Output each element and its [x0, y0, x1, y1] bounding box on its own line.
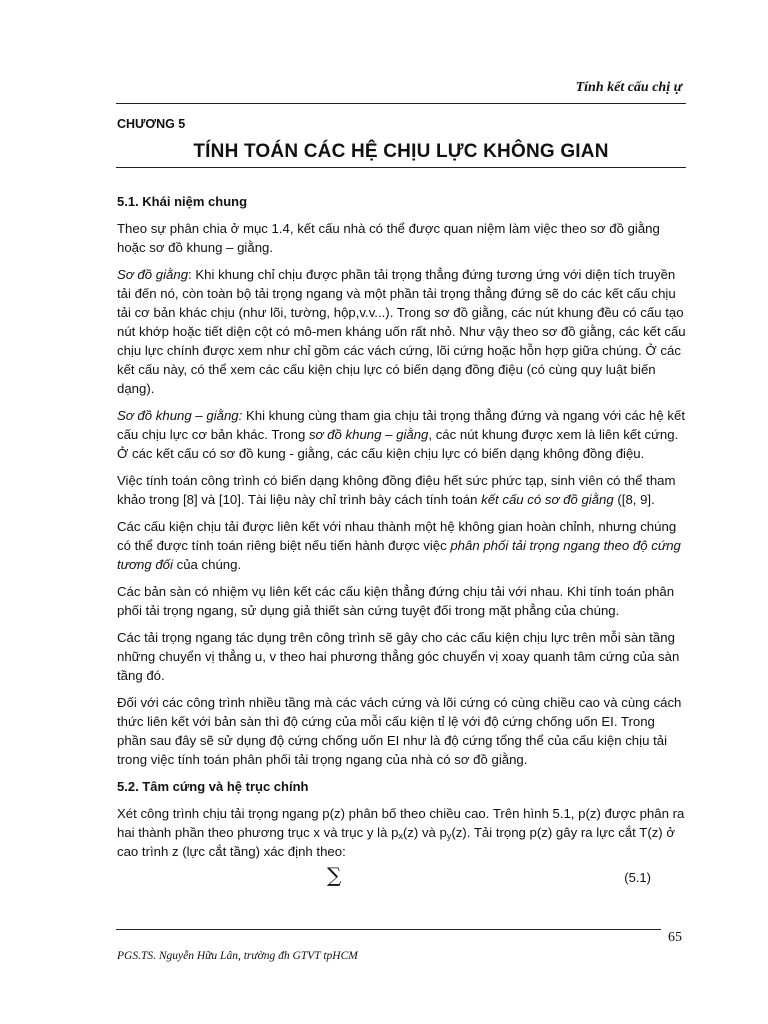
footer-rule [116, 929, 661, 930]
sigma-symbol: ∑ [327, 863, 342, 887]
footer-author: PGS.TS. Nguyễn Hữu Lân, trường đh GTVT tpHCM [117, 950, 358, 962]
header-rule [116, 103, 686, 104]
term: Sơ đồ giằng [117, 267, 189, 282]
equation-number: (5.1) [624, 870, 651, 885]
chapter-title-rule [116, 167, 686, 168]
formula-5-1 [117, 863, 687, 898]
emphasis: kết cấu có sơ đồ giằng [481, 492, 614, 507]
paragraph: Sơ đồ giằng: Khi khung chỉ chịu được phần tải trọng thẳng đứng tương ứng với diện tích truyền tải đến nó, còn toàn bộ tải trọng ngang và một phần tải trọng thẳng đứng sẽ do các kết cấu chịu tải cơ bản khác chịu (như lõi, tường, hộp,v.v...). Trong sơ đồ giằng, các nút khung đều có cấu tạo nút khớp hoặc tiết diện cột có mô-men kháng uốn rất nhỏ. Như vậy theo sơ đồ giằng, các kết cấu chịu lực chính được xem như chỉ gồm các vách cứng, lõi cứng hoặc hỗn hợp giữa chúng. Ở các kết cấu này, có thể xem các cấu kiện chịu lực có biến dạng đồng điệu (có cùng quy luật biến dạng). [117, 267, 686, 396]
section-heading-5-2: 5.2. Tâm cứng và hệ trục chính [117, 779, 309, 794]
section-heading-5-1: 5.1. Khái niệm chung [117, 194, 248, 209]
chapter-title: TÍNH TOÁN CÁC HỆ CHỊU LỰC KHÔNG GIAN [193, 141, 609, 162]
term: Sơ đồ khung – giằng: [117, 408, 243, 423]
chapter-label: CHƯƠNG 5 [117, 117, 186, 131]
paragraph: Đối với các công trình nhiều tầng mà các vách cứng và lõi cứng có cùng chiều cao và cùng cách thức liên kết với bản sàn thì độ cứng của mỗi cấu kiện tỉ lệ với độ cứng chống uốn EI. Trong phần sau đây sẽ sử dụng độ cứng chống uốn EI như là độ cứng tổng thể của cấu kiện chịu tải trong việc tính toán phân phối tải trọng ngang của nhà có sơ đồ giằng. [117, 695, 682, 767]
term: sơ đồ khung – giằng [308, 427, 429, 442]
paragraph: Sơ đồ khung – giằng: Khi khung cùng tham gia chịu tải trọng thẳng đứng và ngang với các hệ kết cấu chịu lực cơ bản khác. Trong sơ đồ khung – giằng, các nút khung được xem là liên kết cứng. Ở các kết cấu có sơ đồ kung - giằng, các cấu kiện chịu lực có biến dạng không đồng điệu. [117, 408, 685, 461]
paragraph: Theo sự phân chia ở mục 1.4, kết cấu nhà có thể được quan niệm làm việc theo sơ đồ giằng hoặc sơ đồ khung – giằng. [117, 221, 660, 255]
page-number: 65 [668, 930, 682, 945]
paragraph: Xét công trình chịu tải trọng ngang p(z) phân bố theo chiều cao. Trên hình 5.1, p(z) được phân ra hai thành phần theo phương trục x và trục y là $p_x(z)$ và $p_y(z)$. Tải trọng p(z) gây ra lực cắt T(z) ở cao trình z (lực cắt tầng) xác định theo: [117, 806, 685, 859]
paragraph: Các cấu kiện chịu tải được liên kết với nhau thành một hệ không gian hoàn chỉnh, nhưng chúng có thể được tính toán riêng biệt nếu tiến hành được việc phân phối tải trọng ngang theo độ cứng tương đối của chúng. [117, 519, 681, 572]
emphasis: phân phối tải trọng ngang theo độ cứng tương đối [117, 538, 681, 572]
paragraph: Các bản sàn có nhiệm vụ liên kết các cấu kiện thẳng đứng chịu tải với nhau. Khi tính toán phân phối tải trọng ngang, sử dụng giả thiết sàn cứng tuyệt đối trong mặt phẳng của chúng. [117, 584, 675, 618]
running-header-title: Tính kết cấu chị ự [575, 80, 682, 95]
paragraph: Các tải trọng ngang tác dụng trên công trình sẽ gây cho các cấu kiện chịu lực trên mỗi sàn tầng những chuyển vị thẳng u, v theo hai phương thẳng góc chuyển vị xoay quanh tâm cứng của sàn tầng đó. [117, 630, 680, 683]
page-body [117, 192, 687, 898]
paragraph: Việc tính toán công trình có biến dạng không đồng điệu hết sức phức tạp, sinh viên có thể tham khảo trong [8] và [10]. Tài liệu này chỉ trình bày cách tính toán kết cấu có sơ đồ giằng ([8, 9]. [117, 473, 676, 507]
